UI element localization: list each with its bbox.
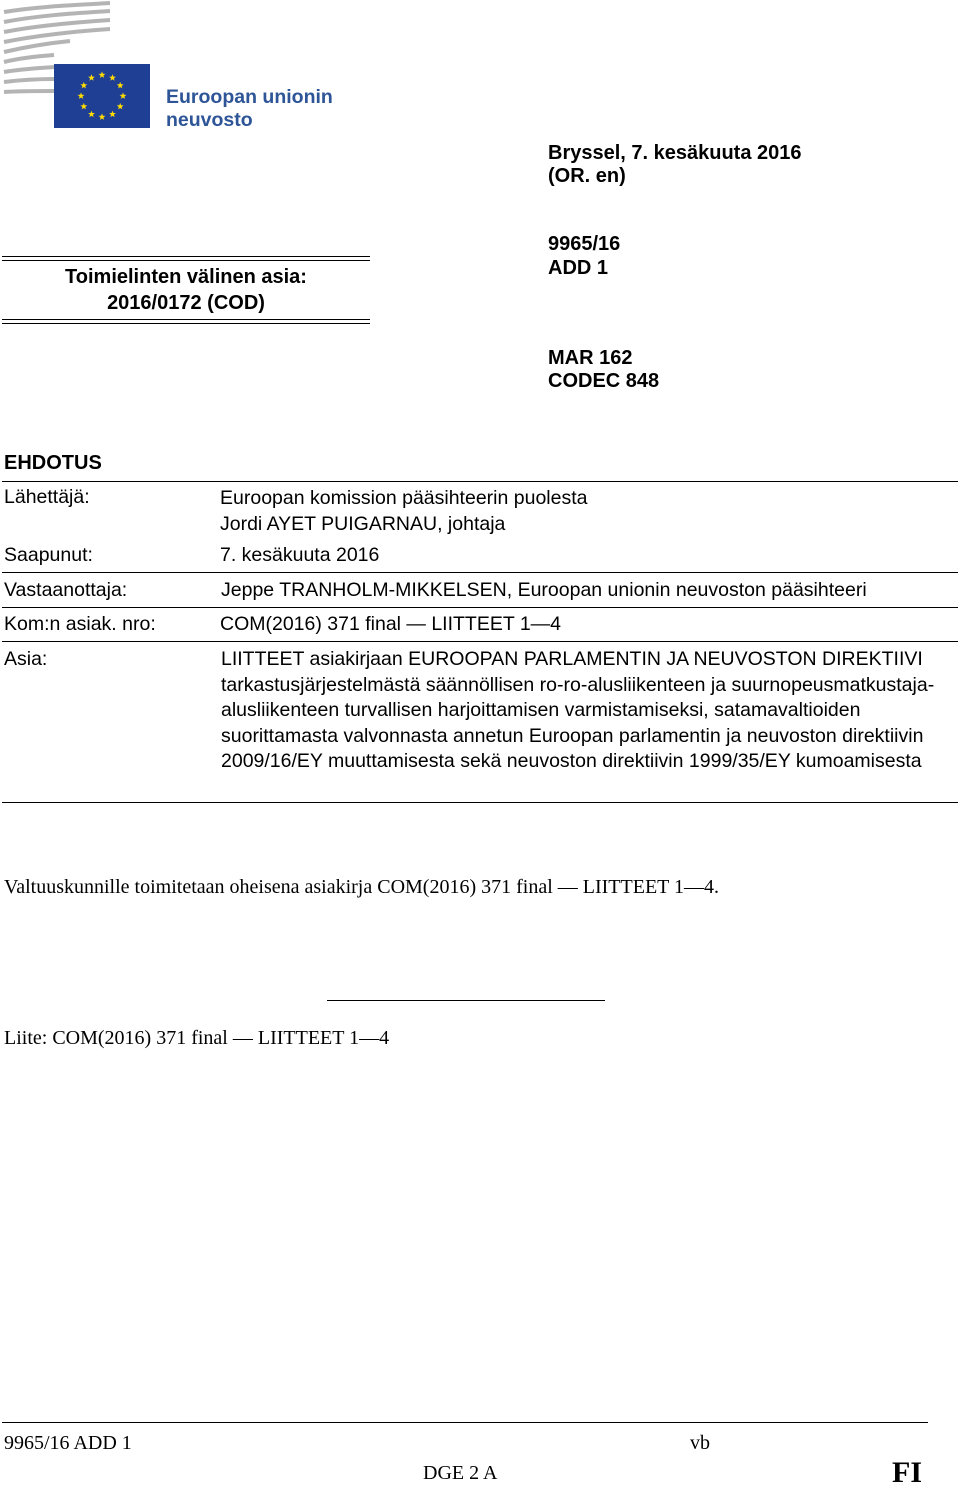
- footer-language-code: FI: [892, 1456, 922, 1489]
- table-rule: [2, 607, 958, 608]
- sender-line: Euroopan komission pääsihteerin puolesta: [220, 487, 588, 509]
- table-rule: [2, 572, 958, 573]
- sender-line: Jordi AYET PUIGARNAU, johtaja: [220, 513, 506, 535]
- footer-directorate: DGE 2 A: [423, 1462, 498, 1484]
- footer-rule: [2, 1422, 928, 1423]
- box-top-rule: [2, 260, 370, 261]
- interinstitutional-number: 2016/0172 (COD): [107, 292, 265, 314]
- box-top-rule: [2, 256, 370, 257]
- code-mar: MAR 162: [548, 347, 633, 369]
- council-logo-icon: [0, 0, 160, 130]
- commission-ref-label: Kom:n asiak. nro:: [4, 613, 156, 635]
- original-language: (OR. en): [548, 165, 626, 187]
- recipient-value: Jeppe TRANHOLM-MIKKELSEN, Euroopan unionin neuvoston pääsihteeri: [221, 579, 867, 601]
- body-text: Valtuuskunnille toimitetaan oheisena asiakirja COM(2016) 371 final — LIITTEET 1—4.: [4, 876, 720, 898]
- table-rule: [2, 481, 958, 482]
- recipient-label: Vastaanottaja:: [4, 579, 128, 601]
- proposal-heading: EHDOTUS: [4, 452, 102, 474]
- interinstitutional-label: Toimielinten välinen asia:: [65, 266, 307, 288]
- footer-doc-ref: 9965/16 ADD 1: [4, 1432, 132, 1454]
- attachment-text: Liite: COM(2016) 371 final — LIITTEET 1—4: [4, 1027, 390, 1049]
- table-rule: [2, 802, 958, 803]
- sender-label: Lähettäjä:: [4, 486, 90, 508]
- received-value: 7. kesäkuuta 2016: [220, 544, 380, 566]
- code-codec: CODEC 848: [548, 370, 660, 392]
- box-bottom-rule: [2, 319, 370, 320]
- organization-name-line: neuvosto: [166, 109, 253, 131]
- doc-number: 9965/16: [548, 233, 621, 255]
- commission-ref-value: COM(2016) 371 final — LIITTEET 1—4: [220, 613, 562, 635]
- organization-name: [166, 86, 333, 132]
- subject-value: LIITTEET asiakirjaan EUROOPAN PARLAMENTIN JA NEUVOSTON DIREKTIIVI tarkastusjärjestelmästä säännöllisen ro-ro-alusliikenteen ja suurnopeusmatkustaja-alusliikenteen turvallisen harjoittamisen varmistamiseksi, satamavaltioiden suorittamasta valvonnasta annetun Euroopan parlamentin ja neuvoston direktiivin 2009/16/EY muuttamisesta sekä neuvoston direktiivin 1999/35/EY kumoamisesta: [221, 648, 935, 772]
- table-rule: [2, 641, 958, 642]
- separator-line: [327, 1000, 605, 1001]
- organization-name-line: Euroopan unionin: [166, 86, 333, 108]
- sender-value: [220, 485, 587, 537]
- doc-addendum: ADD 1: [548, 257, 609, 279]
- footer-initials: vb: [690, 1432, 710, 1454]
- box-bottom-rule: [2, 323, 370, 324]
- place-date: Bryssel, 7. kesäkuuta 2016: [548, 142, 802, 164]
- received-label: Saapunut:: [4, 544, 93, 566]
- subject-label: Asia:: [4, 648, 48, 670]
